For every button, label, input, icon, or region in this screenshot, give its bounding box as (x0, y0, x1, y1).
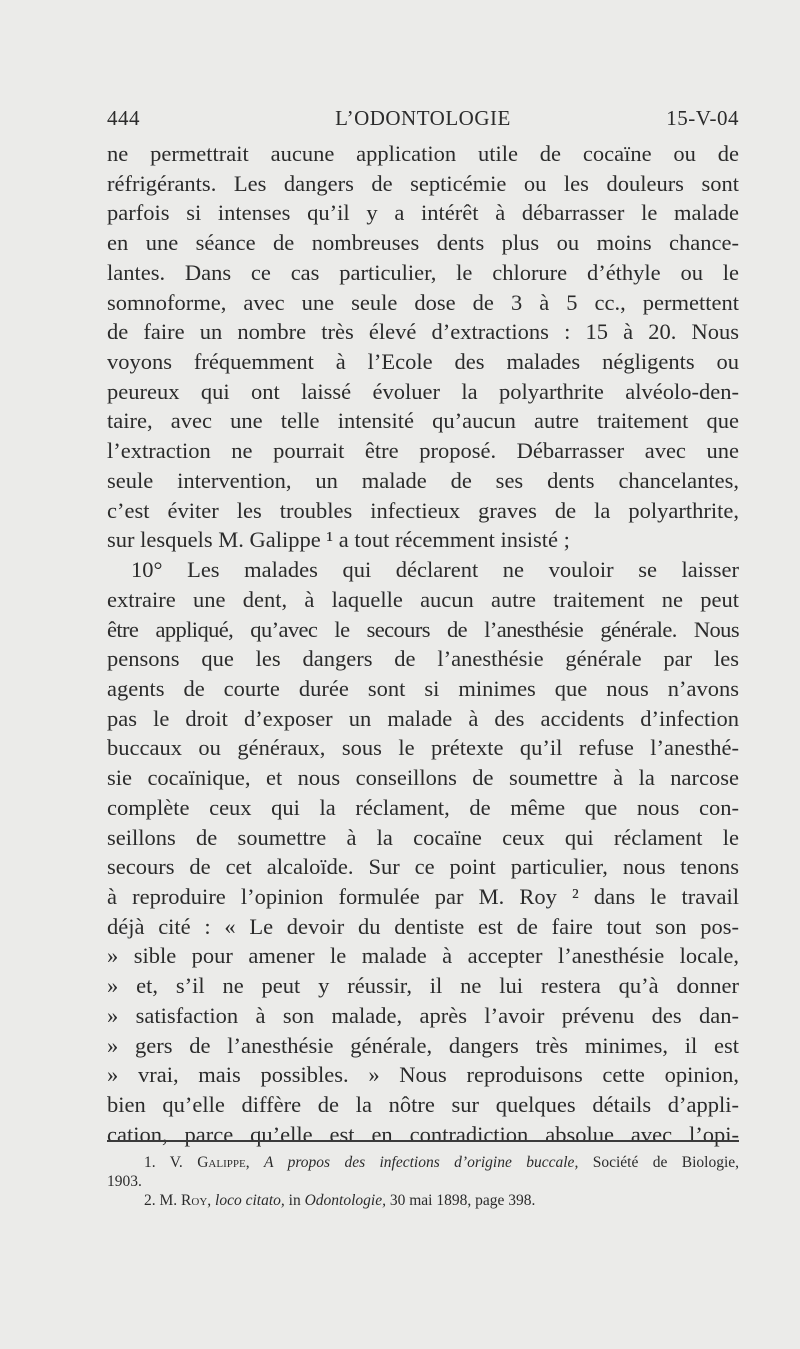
text-line: » vrai, mais possibles. » Nous reproduisons cette opinion, (107, 1062, 739, 1088)
text-line: déjà cité : « Le devoir du dentiste est de faire tout son pos- (107, 913, 739, 939)
text-line: complète ceux qui la réclament, de même que nous con- (107, 794, 739, 820)
text-line: taire, avec une telle intensité qu’aucun autre traitement que (107, 408, 739, 434)
text-line: peureux qui ont laissé évoluer la polyarthrite alvéolo-den- (107, 378, 739, 404)
text-line: parfois si intenses qu’il y a intérêt à débarrasser le malade (107, 200, 739, 226)
footnote-journal: Odontologie, (304, 1192, 386, 1209)
text-line: l’extraction ne pourrait être proposé. Débarrasser avec une (107, 438, 739, 464)
footnote-1-continuation: 1903. (107, 1173, 142, 1190)
text-line: » et, s’il ne peut y réussir, il ne lui restera qu’à donner (107, 973, 739, 999)
text-line: pas le droit d’exposer un malade à des accidents d’infection (107, 705, 739, 731)
text-line: pensons que les dangers de l’anesthésie générale par les (107, 646, 739, 672)
text-line: voyons fréquemment à l’Ecole des malades négligents ou (107, 349, 739, 375)
footnote-number: 2. M. (144, 1192, 178, 1209)
text-line: sur lesquels M. Galippe ¹ a tout récemment insisté ; (107, 527, 570, 553)
footnote-in: in (288, 1192, 301, 1209)
footnotes (107, 1153, 739, 1210)
text-line: à reproduire l’opinion formulée par M. Roy ² dans le travail (107, 883, 739, 909)
footnote-title: loco citato, (215, 1192, 285, 1209)
issue-date: 15-V-04 (666, 106, 739, 130)
footnote-divider (107, 1140, 739, 1142)
text-line: sie cocaïnique, et nous conseillons de soumettre à la narcose (107, 765, 739, 791)
running-title: L’ODONTOLOGIE (335, 106, 511, 130)
footnote-author: Roy, (181, 1192, 212, 1209)
footnote-author: Galippe, (197, 1154, 250, 1171)
text-line: » gers de l’anesthésie générale, dangers très minimes, il est (107, 1032, 739, 1058)
text-line: réfrigérants. Les dangers de septicémie ou les douleurs sont (107, 170, 739, 196)
text-line: extraire une dent, à laquelle aucun autre traitement ne peut (107, 586, 739, 612)
text-line: buccaux ou généraux, sous le prétexte qu’il refuse l’anesthé- (107, 735, 739, 761)
text-line: bien qu’elle diffère de la nôtre sur quelques détails d’appli- (107, 1092, 739, 1117)
text-line: cation, parce qu’elle est en contradiction absolue avec l’opi- (107, 1121, 739, 1147)
footnote-2 (107, 1191, 739, 1210)
text-line: 10° Les malades qui déclarent ne vouloir se laisser (131, 557, 739, 583)
page-number: 444 (107, 106, 140, 130)
text-line: secours de cet alcaloïde. Sur ce point particulier, nous tenons (107, 854, 739, 880)
body-text (107, 139, 739, 1149)
text-line: seillons de soumettre à la cocaïne ceux qui réclament le (107, 824, 739, 850)
page-header (107, 103, 739, 133)
footnote-number: 1. V. (144, 1154, 183, 1171)
footnote-source: Société de Biologie, (592, 1154, 740, 1171)
text-line: ne permettrait aucune application utile de cocaïne ou de (107, 141, 739, 166)
text-line: » satisfaction à son malade, après l’avoir prévenu des dan- (107, 1002, 739, 1028)
footnote-source: 30 mai 1898, page 398. (389, 1192, 536, 1209)
footnote-1 (107, 1153, 739, 1172)
text-line: somnoforme, avec une seule dose de 3 à 5 cc., permettent (107, 289, 739, 315)
text-line: c’est éviter les troubles infectieux graves de la polyarthrite, (107, 497, 739, 523)
text-line: de faire un nombre très élevé d’extractions : 15 à 20. Nous (107, 319, 739, 345)
text-line: » sible pour amener le malade à accepter l’anesthésie locale, (107, 943, 739, 969)
text-line: être appliqué, qu’avec le secours de l’anesthésie générale. Nous (107, 616, 739, 642)
text-line: agents de courte durée sont si minimes que nous n’avons (107, 675, 739, 701)
text-line: seule intervention, un malade de ses dents chancelantes, (107, 467, 739, 493)
text-line: lantes. Dans ce cas particulier, le chlorure d’éthyle ou le (107, 259, 739, 285)
text-line: en une séance de nombreuses dents plus ou moins chance- (107, 230, 739, 256)
footnote-title: A propos des infections d’origine buccale, (263, 1154, 579, 1171)
